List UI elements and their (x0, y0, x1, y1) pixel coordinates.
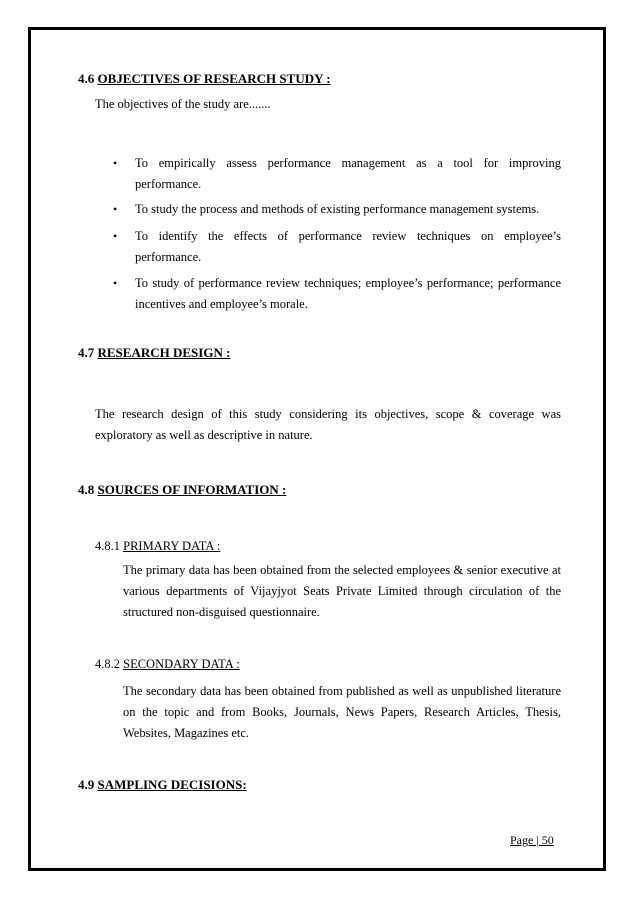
subheading-primary-data (95, 538, 220, 554)
heading-title: OBJECTIVES OF RESEARCH STUDY : (97, 71, 331, 86)
heading-4-8 (78, 482, 286, 498)
objective-item: To study the process and methods of existing performance management systems. (135, 202, 540, 216)
objective-item: To study of performance review techniques; employee’s performance; performance incentives and employee’s morale. (135, 276, 561, 311)
heading-4-7 (78, 345, 230, 361)
heading-number: 4.6 (78, 71, 95, 86)
objective-item: To empirically assess performance management as a tool for improving performance. (135, 156, 561, 191)
heading-number: 4.7 (78, 345, 95, 360)
primary-data-paragraph: The primary data has been obtained from the selected employees & senior executive at various departments of Vijayjyot Seats Private Limited through circulation of the structured non-disguised questionnaire. (123, 563, 561, 619)
bullet-glyph: • (113, 276, 118, 290)
heading-number: 4.8 (78, 482, 95, 497)
secondary-data-paragraph: The secondary data has been obtained from published as well as unpublished literature on the topic and from Books, Journals, News Papers, Research Articles, Thesis, Websites, Magazines etc. (123, 684, 561, 740)
heading-title: SAMPLING DECISIONS: (97, 777, 247, 792)
bullet-glyph: • (113, 202, 118, 216)
subheading-title: PRIMARY DATA : (123, 539, 221, 553)
bullet-glyph: • (113, 229, 118, 243)
subheading-title: SECONDARY DATA : (123, 657, 240, 671)
heading-4-9 (78, 777, 247, 793)
bullet-glyph: • (113, 156, 118, 170)
heading-4-6 (78, 71, 331, 87)
subheading-secondary-data (95, 656, 240, 672)
page-number: Page | 50 (510, 833, 554, 847)
objective-item: To identify the effects of performance review techniques on employee’s performance. (135, 229, 561, 264)
heading-title: RESEARCH DESIGN : (97, 345, 231, 360)
research-design-paragraph: The research design of this study considering its objectives, scope & coverage was exploratory as well as descriptive in nature. (95, 407, 561, 442)
heading-title: SOURCES OF INFORMATION : (97, 482, 287, 497)
objectives-intro: The objectives of the study are....... (95, 97, 271, 111)
subheading-number: 4.8.2 (95, 657, 120, 671)
heading-number: 4.9 (78, 777, 95, 792)
subheading-number: 4.8.1 (95, 539, 120, 553)
